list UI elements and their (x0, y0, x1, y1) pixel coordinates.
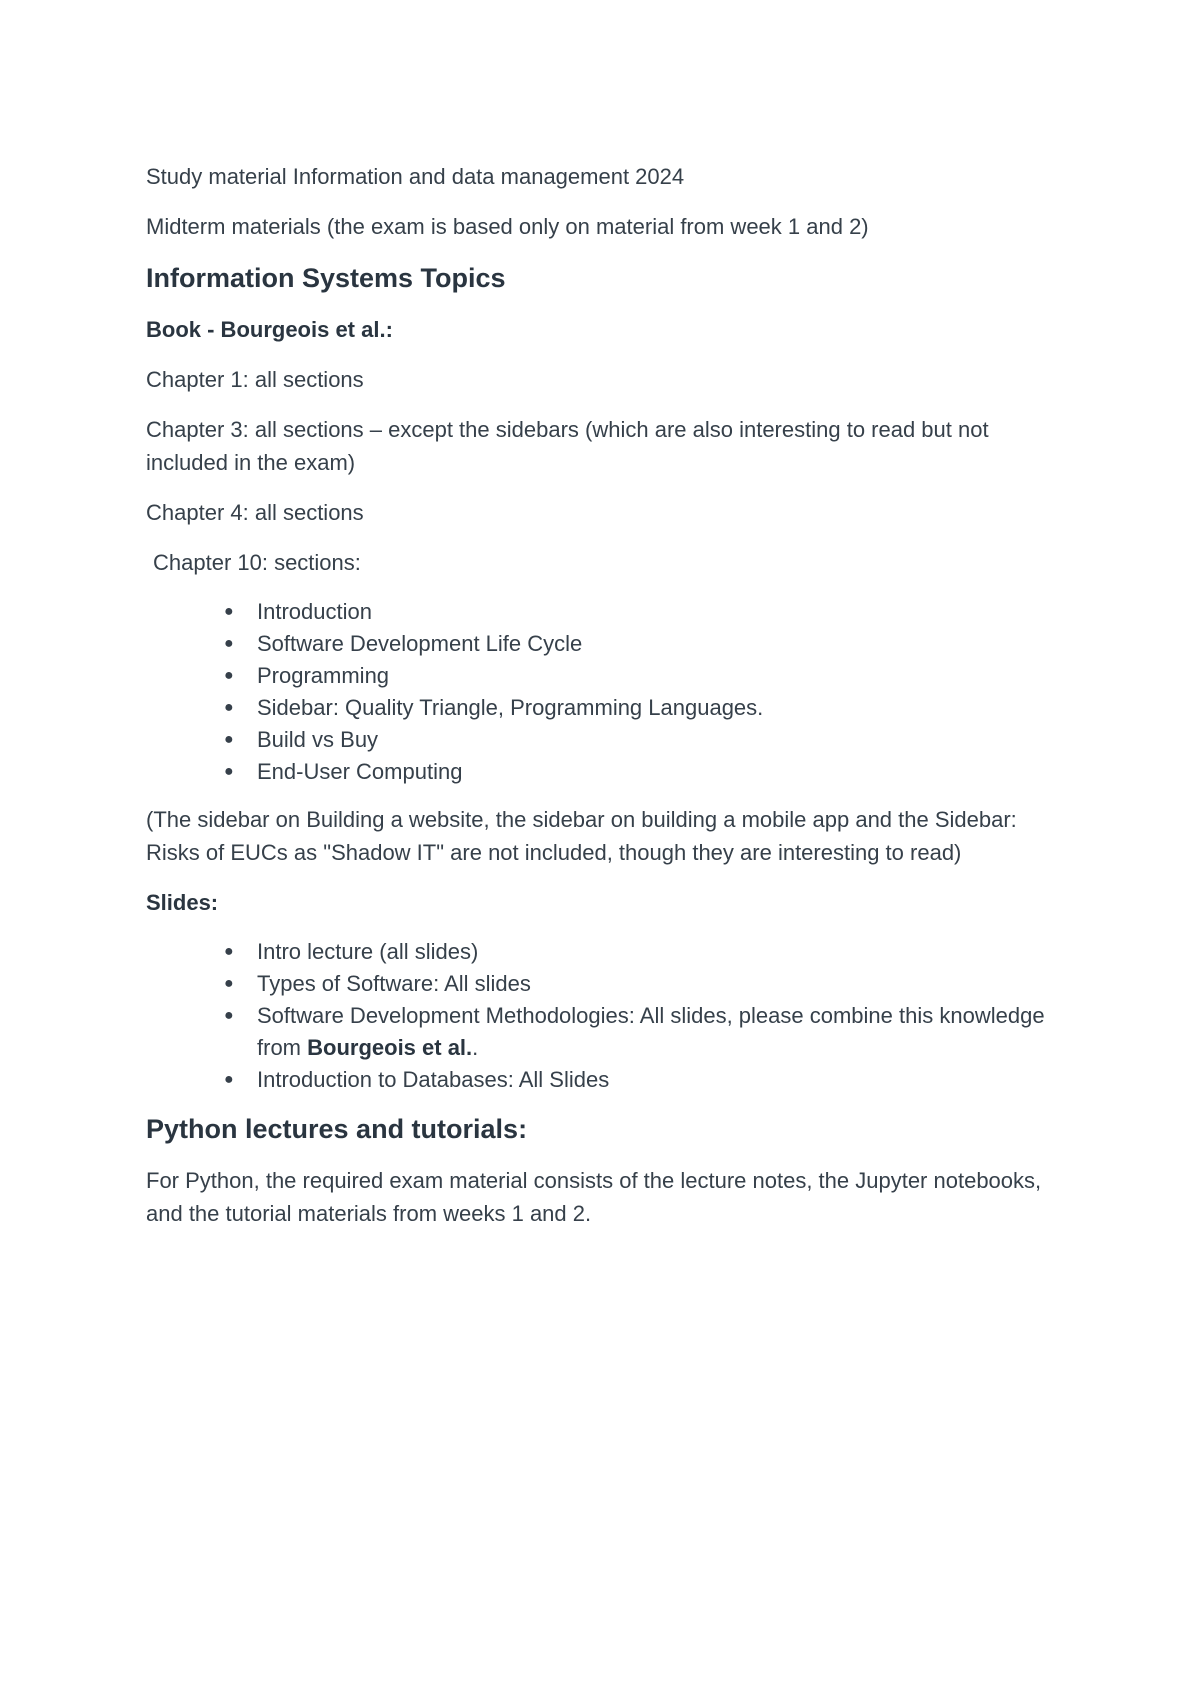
slides-label: Slides: (146, 890, 219, 915)
list-item: ● Software Development Life Cycle (257, 628, 1066, 660)
sidebar-note: (The sidebar on Building a website, the sidebar on building a mobile app and the Sidebar: Risks of EUCs as "Shadow IT" are not included, though they are interesting to read) (146, 807, 1017, 865)
heading-python: Python lectures and tutorials: (146, 1114, 528, 1144)
book-label: Book - Bourgeois et al.: (146, 317, 393, 342)
bullet-icon: ● (224, 667, 234, 684)
bullet-icon: ● (224, 943, 234, 960)
list-item: ● Sidebar: Quality Triangle, Programming Languages. (257, 692, 1066, 724)
list-item: ● Types of Software: All slides (257, 968, 1066, 1000)
list-item: ● Introduction (257, 596, 1066, 628)
bullet-icon: ● (224, 1007, 234, 1024)
bullet-icon: ● (224, 1071, 234, 1088)
bullet-icon: ● (224, 975, 234, 992)
list-item: ● Programming (257, 660, 1066, 692)
bullet-icon: ● (224, 731, 234, 748)
bullet-icon: ● (224, 763, 234, 780)
list-item: ● Intro lecture (all slides) (257, 936, 1066, 968)
list-item: ● Introduction to Databases: All Slides (257, 1064, 1066, 1096)
chapter-10-list (146, 596, 1066, 788)
list-item: ● End-User Computing (257, 756, 1066, 788)
bullet-icon: ● (224, 603, 234, 620)
list-item: ● Software Development Methodologies: All slides, please combine this knowledge from Bourgeois et al.. (257, 1000, 1066, 1064)
bullet-icon: ● (224, 635, 234, 652)
list-item: ● Build vs Buy (257, 724, 1066, 756)
chapter-4-line: Chapter 4: all sections (146, 500, 364, 525)
document-page (146, 160, 1066, 1230)
slides-list (146, 936, 1066, 1096)
chapter-3-line: Chapter 3: all sections – except the sidebars (which are also interesting to read but not included in the exam) (146, 417, 989, 475)
midterm-line: Midterm materials (the exam is based only on material from week 1 and 2) (146, 214, 869, 239)
python-body: For Python, the required exam material consists of the lecture notes, the Jupyter notebooks, and the tutorial materials from weeks 1 and 2. (146, 1168, 1042, 1226)
bold-author: Bourgeois et al. (307, 1035, 473, 1060)
chapter-10-line: Chapter 10: sections: (153, 550, 361, 575)
heading-information-systems: Information Systems Topics (146, 263, 506, 293)
chapter-1-line: Chapter 1: all sections (146, 367, 364, 392)
bullet-icon: ● (224, 699, 234, 716)
document-title-line: Study material Information and data management 2024 (146, 164, 685, 189)
